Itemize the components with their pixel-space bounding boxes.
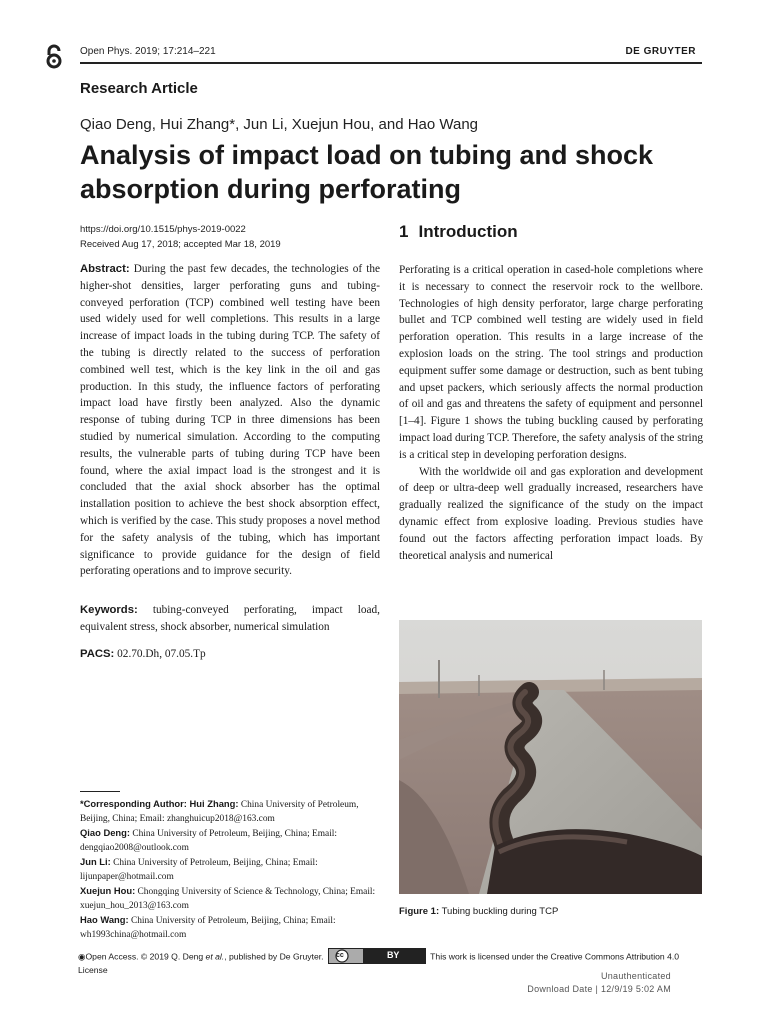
footnote-text: Chongqing University of Science & Technology, China; Email: xuejun_hou_2013@163.com bbox=[80, 887, 376, 911]
open-access-small-icon: ◉ bbox=[78, 951, 86, 962]
section-number: 1 bbox=[399, 222, 409, 241]
footnote bbox=[80, 797, 390, 826]
title-line-1: Analysis of impact load on tubing and shock bbox=[80, 140, 654, 170]
keywords-label: Keywords: bbox=[80, 604, 138, 616]
article-dates: Received Aug 17, 2018; accepted Mar 18, 2019 bbox=[80, 239, 281, 250]
intro-paragraph-2: With the worldwide oil and gas exploration and development of deep or ultra-deep well gradually increased, researchers have gradually realized the significance of the study on the impact dynamic effect from explosive loading. Previous studies have found out the factors affecting perforation impact loads. By theoretical analysis and numerical bbox=[399, 465, 703, 562]
footnote-label: Xuejun Hou: bbox=[80, 885, 136, 896]
footnote-text: China University of Petroleum, Beijing, China; Email: zhanghuicup2018@163.com bbox=[80, 800, 359, 824]
pacs-text: 02.70.Dh, 07.05.Tp bbox=[117, 648, 206, 660]
footnote bbox=[80, 826, 390, 855]
intro-paragraph-1: Perforating is a critical operation in cased-hole completions where it is necessary to connect the reservoir rock to the wellbore. Technologies of high density perforator, large charge perforating bullet and TCP combined well testing are widely used in field perforation operation. This results in a large increase of the explosion loads on the string. The tool strings and production equipment suffer some damage or destruction, such as bent tubing and upset packers, which seriously affects the normal production of oil and gas and threatens the safety of equipment and personnel [1–4]. Figure 1 shows the tubing buckling caused by perforating impact load during TCP. Therefore, the safety analysis of the string is a critical step in developing perforation designs. bbox=[399, 264, 703, 461]
abstract-text: During the past few decades, the technologies of the higher-shot densities, larger perforating guns and tubing-conveyed perforation (TCP) combined well testing have been used widely used for well completions. This results in a large increase of impact loads in the tubing during TCP. The safety of the tubing is directly related to the success of perforation combined well test, which is the key link in the oil and gas production. In this study, the influence factors of perforating impact load have firstly been analyzed. Also the dynamic response of tubing during TCP in three dimensions has been studied by numerical simulation. According to the computing results, the vulnerable parts of tubing during TCP have been found, where the axial impact load is the strongest and it is concluded that the axial shock absorber has the optimal installation position to achieve the best shock absorption effect, which is verified by the case. This study proposes a novel method for the safety analysis of the tubing, which has important significance to provide guidance for the design of field perforating operations and to improve security. bbox=[80, 263, 380, 578]
footnote-label: Jun Li: bbox=[80, 856, 111, 867]
figure-caption-text: Tubing buckling during TCP bbox=[441, 906, 559, 917]
footnote-text: China University of Petroleum, Beijing, China; Email: wh1993china@hotmail.com bbox=[80, 916, 336, 940]
footnote-label: Qiao Deng: bbox=[80, 827, 131, 838]
header-rule bbox=[80, 62, 702, 64]
figure-label: Figure 1: bbox=[399, 906, 440, 917]
footnote-rule bbox=[80, 791, 120, 792]
footnote-label: Hao Wang: bbox=[80, 914, 129, 925]
figure-1-photo bbox=[399, 620, 702, 894]
footnote-text: China University of Petroleum, Beijing, China; Email: dengqiao2008@outlook.com bbox=[80, 829, 338, 853]
open-access-icon bbox=[44, 44, 64, 70]
by-label: BY bbox=[386, 950, 400, 960]
open-access-label: Open Access. bbox=[85, 951, 139, 962]
copyright-text: © 2019 Q. Deng bbox=[140, 951, 204, 962]
license-statement: This work is licensed under the Creative Commons Attribution 4.0 bbox=[430, 951, 680, 962]
copyright-etal: et al. bbox=[205, 951, 225, 962]
footnote bbox=[80, 913, 390, 942]
keywords bbox=[80, 602, 380, 636]
section-heading bbox=[399, 222, 518, 242]
footnote-label: *Corresponding Author: Hui Zhang: bbox=[80, 798, 239, 809]
cc-icon: cc bbox=[335, 952, 344, 959]
author-list: Qiao Deng, Hui Zhang*, Jun Li, Xuejun Hou, and Hao Wang bbox=[80, 116, 479, 133]
footnote bbox=[80, 884, 390, 913]
author-footnotes bbox=[80, 797, 390, 942]
article-type: Research Article bbox=[80, 80, 198, 97]
title-line-2: absorption during perforating bbox=[80, 174, 461, 204]
footnote bbox=[80, 855, 390, 884]
abstract-label: Abstract: bbox=[80, 263, 130, 275]
publisher-name: DE GRUYTER bbox=[625, 46, 696, 57]
pacs bbox=[80, 646, 380, 663]
access-status bbox=[527, 970, 671, 996]
license-statement-end: License bbox=[78, 965, 108, 975]
doi-block bbox=[80, 222, 281, 252]
section-title: Introduction bbox=[418, 222, 518, 241]
download-date: Download Date | 12/9/19 5:02 AM bbox=[527, 984, 671, 994]
abstract bbox=[80, 261, 380, 580]
doi-link[interactable]: https://doi.org/10.1515/phys-2019-0022 bbox=[80, 224, 246, 235]
cc-by-badge[interactable] bbox=[328, 948, 426, 964]
copyright-publisher: , published by De Gruyter. bbox=[224, 951, 324, 962]
keywords-text: tubing-conveyed perforating, impact load, equivalent stress, shock absorber, numerical simulation bbox=[80, 604, 380, 633]
auth-status: Unauthenticated bbox=[600, 971, 671, 981]
introduction-text bbox=[399, 262, 703, 564]
article-title bbox=[80, 138, 700, 206]
figure-caption bbox=[399, 906, 558, 917]
pacs-label: PACS: bbox=[80, 648, 115, 660]
footnote-text: China University of Petroleum, Beijing, China; Email: lijunpaper@hotmail.com bbox=[80, 858, 318, 882]
journal-citation: Open Phys. 2019; 17:214–221 bbox=[80, 46, 216, 57]
